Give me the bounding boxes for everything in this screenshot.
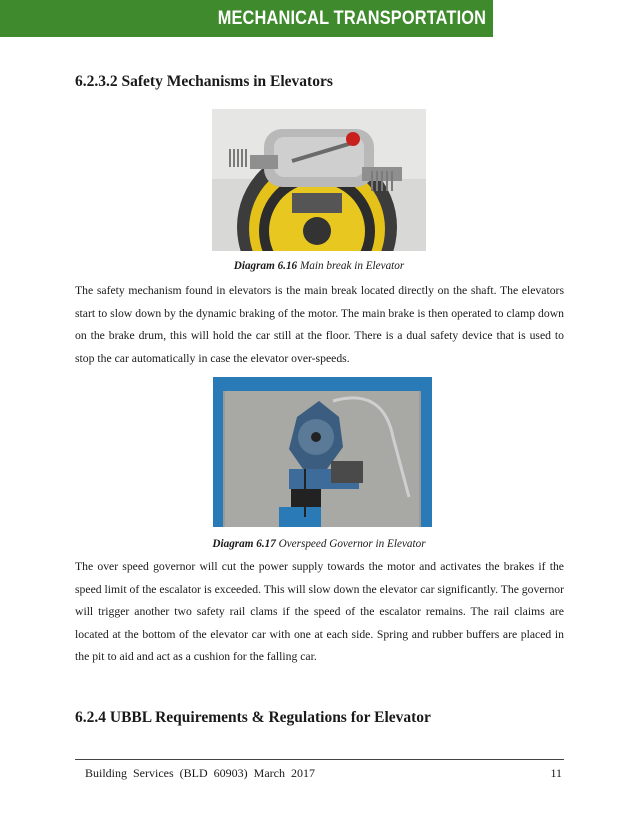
footer-divider — [75, 759, 564, 760]
main-brake-image — [212, 109, 426, 251]
figure-caption-1 — [0, 260, 638, 272]
body-paragraph-1: The safety mechanism found in elevators is the main break located directly on the shaft. The elevators start to slow down by the dynamic braking of the motor. The main brake is then operated to clamp down on the brake drum, this will hold the car still at the floor. There is a dual safety device that is used to stop the car automatically in case the elevator over-speeds. — [75, 284, 564, 365]
header-title: MECHANICAL TRANSPORTATION — [217, 8, 486, 29]
footer-course-info: Building Services (BLD 60903) March 2017 — [85, 766, 315, 780]
caption-label: Diagram 6.17 — [212, 538, 276, 550]
caption-text: Main break in Elevator — [297, 260, 405, 272]
main-brake-photo — [212, 109, 426, 251]
figure-caption-2 — [0, 538, 638, 550]
page-number: 11 — [550, 766, 562, 780]
body-paragraph-2: The over speed governor will cut the power supply towards the motor and activates the brakes if the speed limit of the escalator is exceeded. This will slow down the elevator car significantly. The governor will trigger another two safety rail clams if the speed of the escalator remains. The rail claims are located at the bottom of the elevator car with one at each side. Spring and rubber buffers are placed in the pit to aid and act as a cushion for the falling car. — [75, 560, 564, 664]
caption-text: Overspeed Governor in Elevator — [275, 538, 426, 550]
governor-image — [213, 377, 432, 527]
subsection-heading: 6.2.4 UBBL Requirements & Regulations for Elevator — [75, 709, 431, 726]
governor-photo — [213, 377, 432, 527]
caption-label: Diagram 6.16 — [233, 260, 298, 272]
section-heading: 6.2.3.2 Safety Mechanisms in Elevators — [75, 73, 333, 90]
header-banner — [0, 0, 493, 37]
